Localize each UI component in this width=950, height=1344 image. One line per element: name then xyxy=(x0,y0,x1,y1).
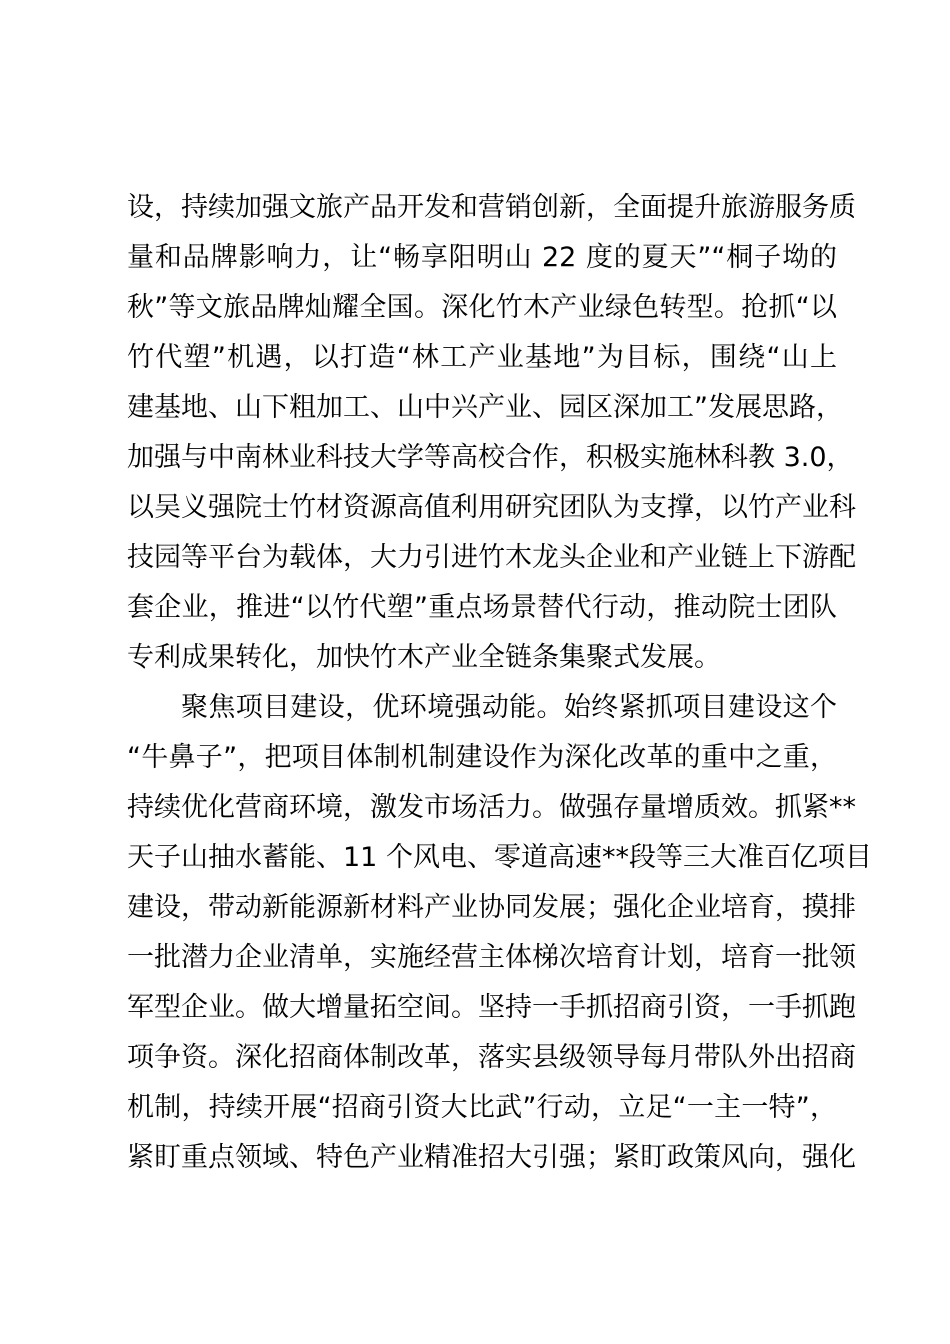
paragraph-2 xyxy=(127,683,872,1183)
text-line: 项争资。深化招商体制改革，落实县级领导每月带队外出招商 xyxy=(127,1042,856,1073)
text-line: 建设，带动新能源新材料产业协同发展；强化企业培育，摸排 xyxy=(127,892,856,923)
text-line: 设，持续加强文旅产品开发和营销创新，全面提升旅游服务质 xyxy=(127,192,856,223)
text-line: “牛鼻子”，把项目体制机制建设作为深化改革的重中之重， xyxy=(127,742,837,773)
text-line: 聚焦项目建设，优环境强动能。始终紧抓项目建设这个 xyxy=(181,692,837,723)
text-line: 持续优化营商环境，激发市场活力。做强存量增质效。抓紧** xyxy=(127,792,856,823)
text-line: 加强与中南林业科技大学等高校合作，积极实施林科教 3.0， xyxy=(127,442,854,473)
text-line: 技园等平台为载体，大力引进竹木龙头企业和产业链上下游配 xyxy=(127,542,856,573)
paragraph-1 xyxy=(127,183,856,683)
text-line: 竹代塑”机遇，以打造“林工产业基地”为目标，围绕“山上 xyxy=(127,342,837,373)
text-line: 机制，持续开展“招商引资大比武”行动，立足“一主一特”， xyxy=(127,1092,837,1123)
text-line: 紧盯重点领域、特色产业精准招大引强；紧盯政策风向，强化 xyxy=(127,1142,856,1173)
text-line: 专利成果转化，加快竹木产业全链条集聚式发展。 xyxy=(127,642,721,673)
text-line: 秋”等文旅品牌灿耀全国。深化竹木产业绿色转型。抢抓“以 xyxy=(127,292,837,323)
text-line: 套企业，推进“以竹代塑”重点场景替代行动，推动院士团队 xyxy=(127,592,837,623)
text-line: 军型企业。做大增量拓空间。坚持一手抓招商引资，一手抓跑 xyxy=(127,992,856,1023)
text-line: 天子山抽水蓄能、11 个风电、零道高速**段等三大准百亿项目 xyxy=(127,842,872,873)
text-line: 以吴义强院士竹材资源高值利用研究团队为支撑，以竹产业科 xyxy=(127,492,856,523)
text-line: 量和品牌影响力，让“畅享阳明山 22 度的夏天”“桐子坳的 xyxy=(127,242,837,273)
document-body xyxy=(127,183,872,1183)
text-line: 建基地、山下粗加工、山中兴产业、园区深加工”发展思路， xyxy=(127,392,843,423)
text-line: 一批潜力企业清单，实施经营主体梯次培育计划，培育一批领 xyxy=(127,942,856,973)
